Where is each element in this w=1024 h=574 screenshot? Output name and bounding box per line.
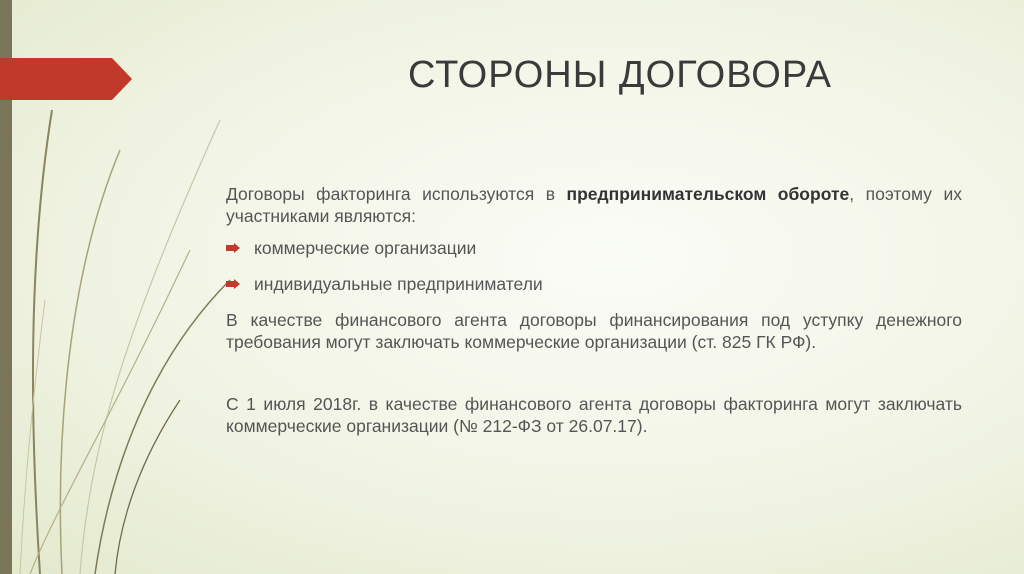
intro-bold-text: предпринимательском обороте (566, 184, 850, 204)
intro-paragraph (226, 183, 962, 227)
intro-text-after: , поэтому их участниками являются: (226, 184, 962, 226)
bullet-item (226, 237, 962, 259)
paragraph-factoring-2018: С 1 июля 2018г. в качестве финансового агента договоры факторинга могут заключать коммерческие организации (№ 212-ФЗ от 26.07.17). (226, 394, 962, 436)
paragraph-financial-agent: В качестве финансового агента договоры финансирования под уступку денежного требования могут заключать коммерческие организации (ст. 825 ГК РФ). (226, 310, 962, 352)
bullet-label: коммерческие организации (254, 238, 477, 258)
slide-body (226, 183, 962, 437)
title-arrow-tab (0, 58, 132, 100)
intro-text-before: Договоры факторинга используются в (226, 184, 567, 204)
arrow-right-icon (226, 279, 240, 289)
arrow-right-icon (226, 243, 240, 253)
slide-title: СТОРОНЫ ДОГОВОРА (407, 54, 833, 96)
bullet-item (226, 273, 962, 295)
bullet-list (226, 237, 962, 295)
bullet-label: индивидуальные предприниматели (254, 274, 543, 294)
